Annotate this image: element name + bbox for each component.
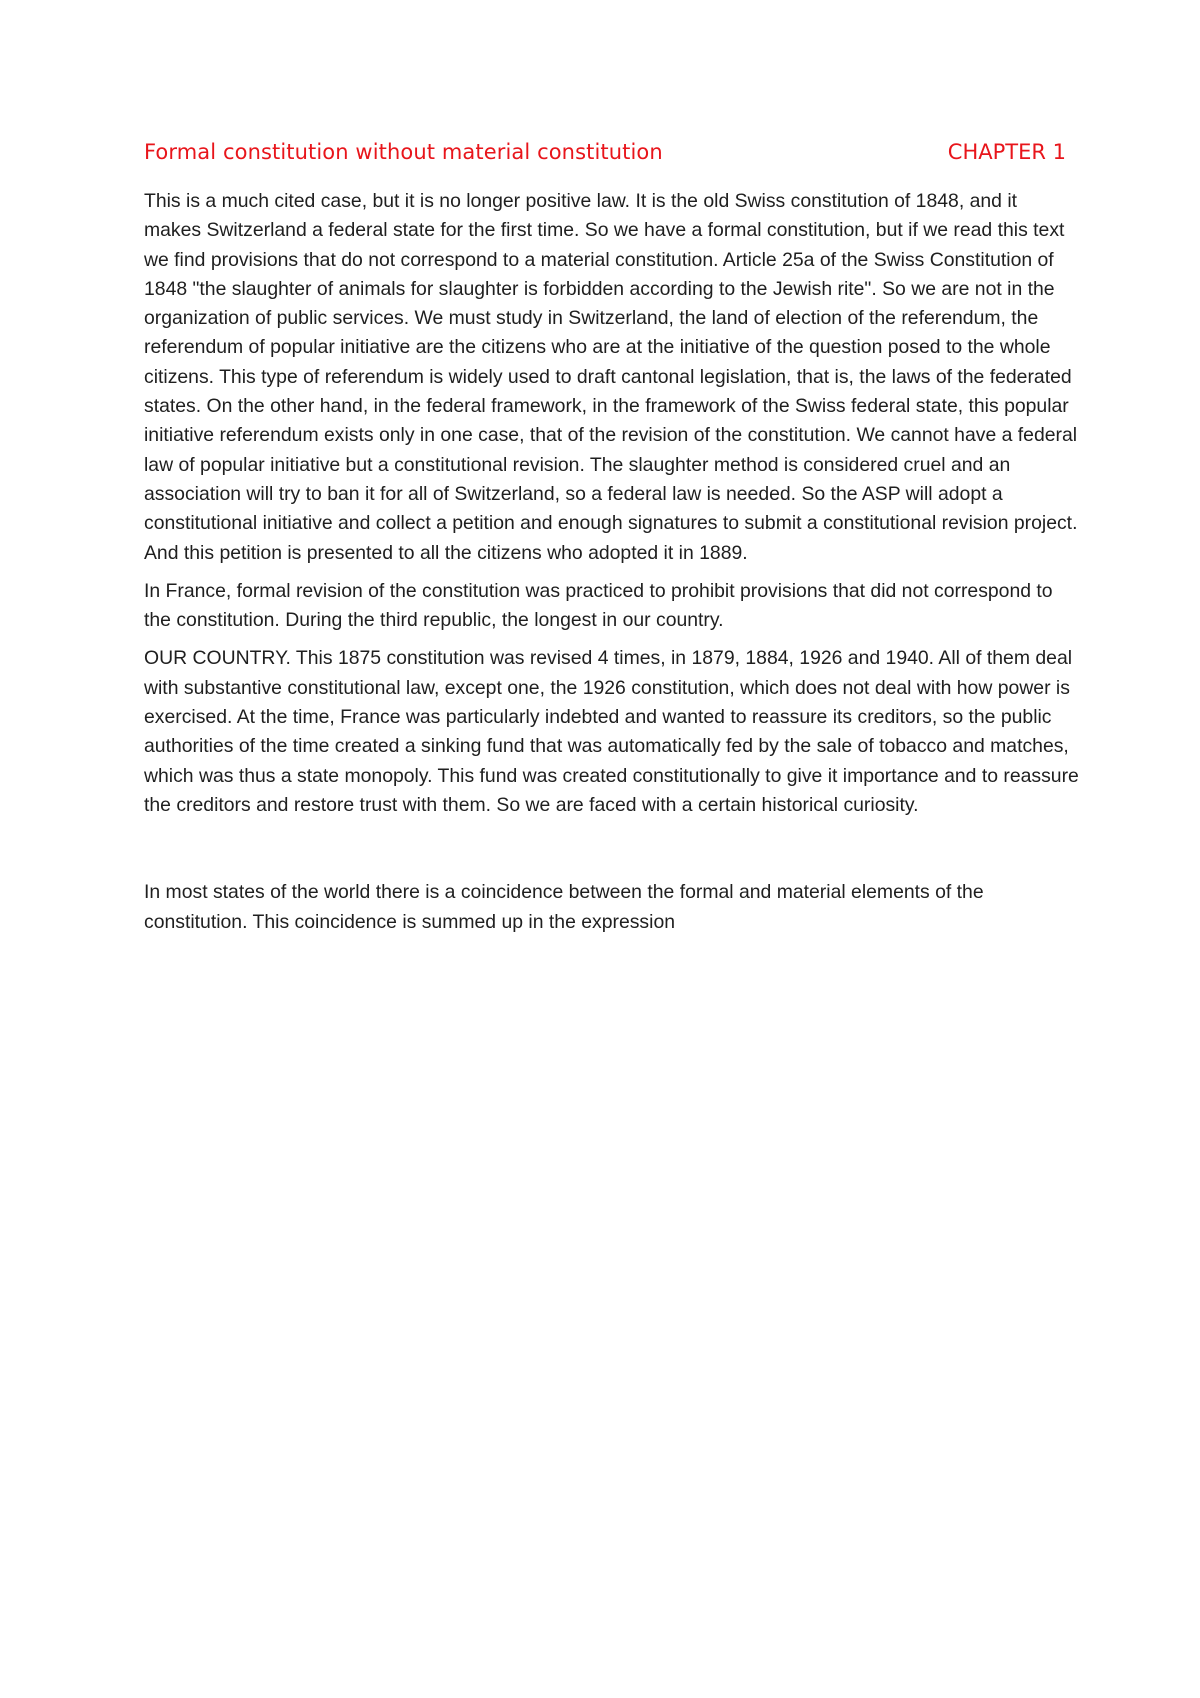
paragraph-france-revision: In France, formal revision of the constitution was practiced to prohibit provisions that did not correspond to the constitution. During the third republic, the longest in our country. (144, 579, 1053, 632)
paragraph-1875-constitution: OUR COUNTRY. This 1875 constitution was revised 4 times, in 1879, 1884, 1926 and 1940. All of them deal with substantive constitutional law, except one, the 1926 constitution, which does not deal with how power is exercised. At the time, France was particularly indebted and wanted to reassure its creditors, so the public authorities of the time created a sinking fund that was automatically fed by the sale of tobacco and matches, which was thus a state monopoly. This fund was created constitutionally to give it importance and to reassure the creditors and restore trust with them. So we are faced with a certain historical curiosity. (144, 647, 1079, 816)
section-title: Formal constitution without material constitution (144, 140, 663, 164)
page-header (144, 140, 1066, 174)
chapter-label: CHAPTER 1 (947, 140, 1066, 164)
paragraph-swiss-constitution: This is a much cited case, but it is no longer positive law. It is the old Swiss constitution of 1848, and it makes Switzerland a federal state for the first time. So we have a formal constitution, but if we read this text we find provisions that do not correspond to a material constitution. Article 25a of the Swiss Constitution of 1848 "the slaughter of animals for slaughter is forbidden according to the Jewish rite". So we are not in the organization of public services. We must study in Switzerland, the land of election of the referendum, the referendum of popular initiative are the citizens who are at the initiative of the question posed to the whole citizens. This type of referendum is widely used to draft cantonal legislation, that is, the laws of the federated states. On the other hand, in the federal framework, in the framework of the Swiss federal state, this popular initiative referendum exists only in one case, that of the revision of the constitution. We cannot have a federal law of popular initiative but a constitutional revision. The slaughter method is considered cruel and an association will try to ban it for all of Switzerland, so a federal law is needed. So the ASP will adopt a constitutional initiative and collect a petition and enough signatures to submit a constitutional revision project. And this petition is presented to all the citizens who adopted it in 1889. (144, 190, 1078, 564)
paragraph-coincidence: In most states of the world there is a coincidence between the formal and material elements of the constitution. This coincidence is summed up in the expression (144, 881, 984, 933)
body-text (144, 187, 1079, 946)
